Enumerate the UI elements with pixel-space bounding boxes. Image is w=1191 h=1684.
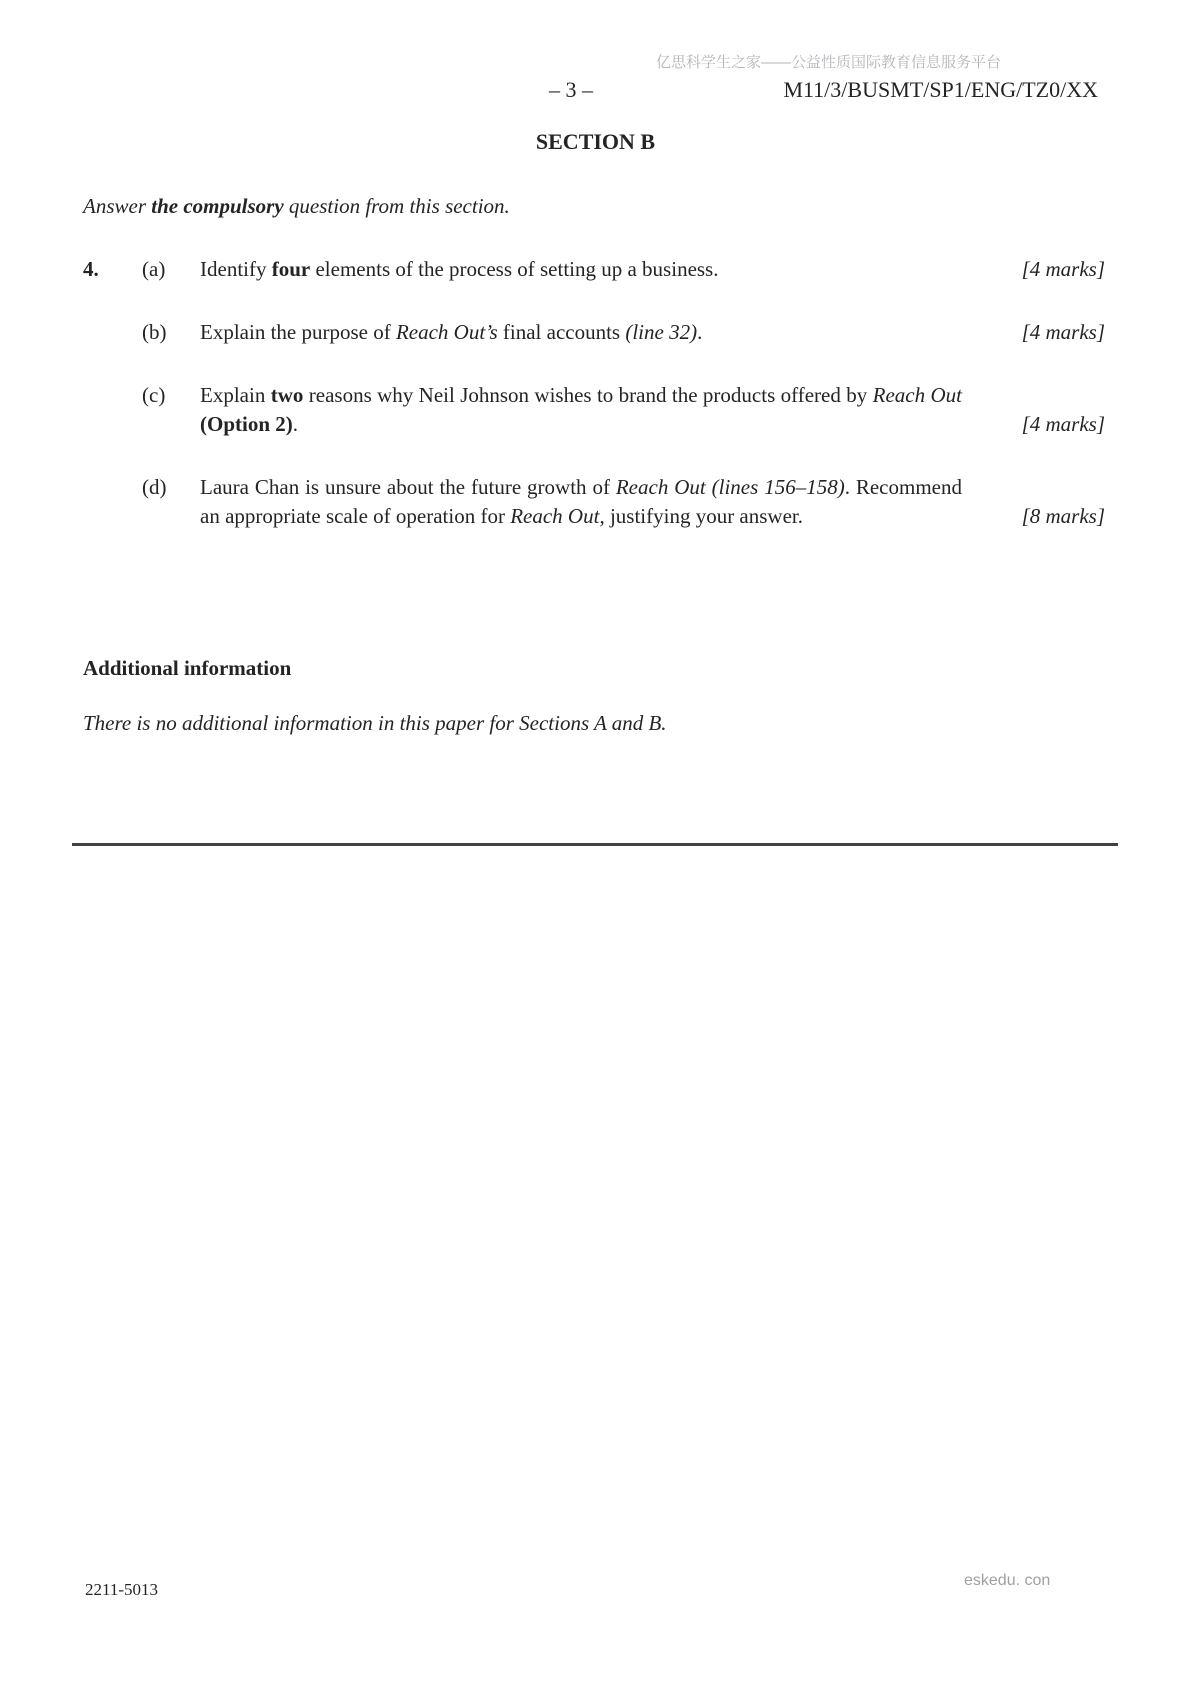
question-part-c: [83, 381, 1105, 439]
instruction-bold: the compulsory: [151, 194, 284, 218]
part-text-c: Explain two reasons why Neil Johnson wishes to brand the products offered by Reach Out (Option 2).: [200, 383, 962, 436]
paper-reference: 2211-5013: [85, 1580, 159, 1599]
chinese-header-watermark: 亿思科学生之家——公益性质国际教育信息服务平台: [656, 54, 1002, 71]
marks-label-c: [4 marks]: [1021, 412, 1105, 436]
paper-code: M11/3/BUSMT/SP1/ENG/TZ0/XX: [783, 77, 1098, 102]
part-letter-a: (a): [142, 257, 166, 281]
part-letter-d: (d): [142, 475, 167, 499]
part-letter-c: (c): [142, 383, 166, 407]
question-number: 4.: [83, 257, 99, 281]
section-title: SECTION B: [535, 129, 656, 154]
question-part-b: [83, 318, 1105, 347]
marks-label-b: [4 marks]: [1021, 320, 1105, 344]
question-4: [83, 255, 1105, 531]
page-number: – 3 –: [549, 77, 593, 102]
instruction-pre: Answer: [83, 194, 152, 218]
part-text-d: Laura Chan is unsure about the future growth of Reach Out (lines 156–158). Recommend an appropriate scale of operation for Reach Out, justifying your answer.: [200, 475, 962, 528]
question-part-d: [83, 473, 1105, 531]
instruction-line: [83, 194, 510, 219]
spacer: [83, 381, 142, 439]
question-part-a: [83, 255, 1105, 284]
additional-information-heading: Additional information: [83, 656, 292, 680]
additional-information-note: There is no additional information in this paper for Sections A and B.: [83, 711, 667, 735]
spacer: [83, 318, 142, 347]
spacer: [83, 473, 142, 531]
part-letter-b: (b): [142, 320, 167, 344]
divider-rule: [72, 843, 1118, 846]
instruction-post: question from this section.: [283, 194, 510, 218]
part-text-b: Explain the purpose of Reach Out’s final accounts (line 32).: [200, 320, 703, 344]
part-text-a: Identify four elements of the process of setting up a business.: [200, 257, 719, 281]
marks-label-a: [4 marks]: [1021, 257, 1105, 281]
marks-label-d: [8 marks]: [1021, 504, 1105, 528]
site-watermark: eskedu. con: [964, 1572, 1051, 1589]
